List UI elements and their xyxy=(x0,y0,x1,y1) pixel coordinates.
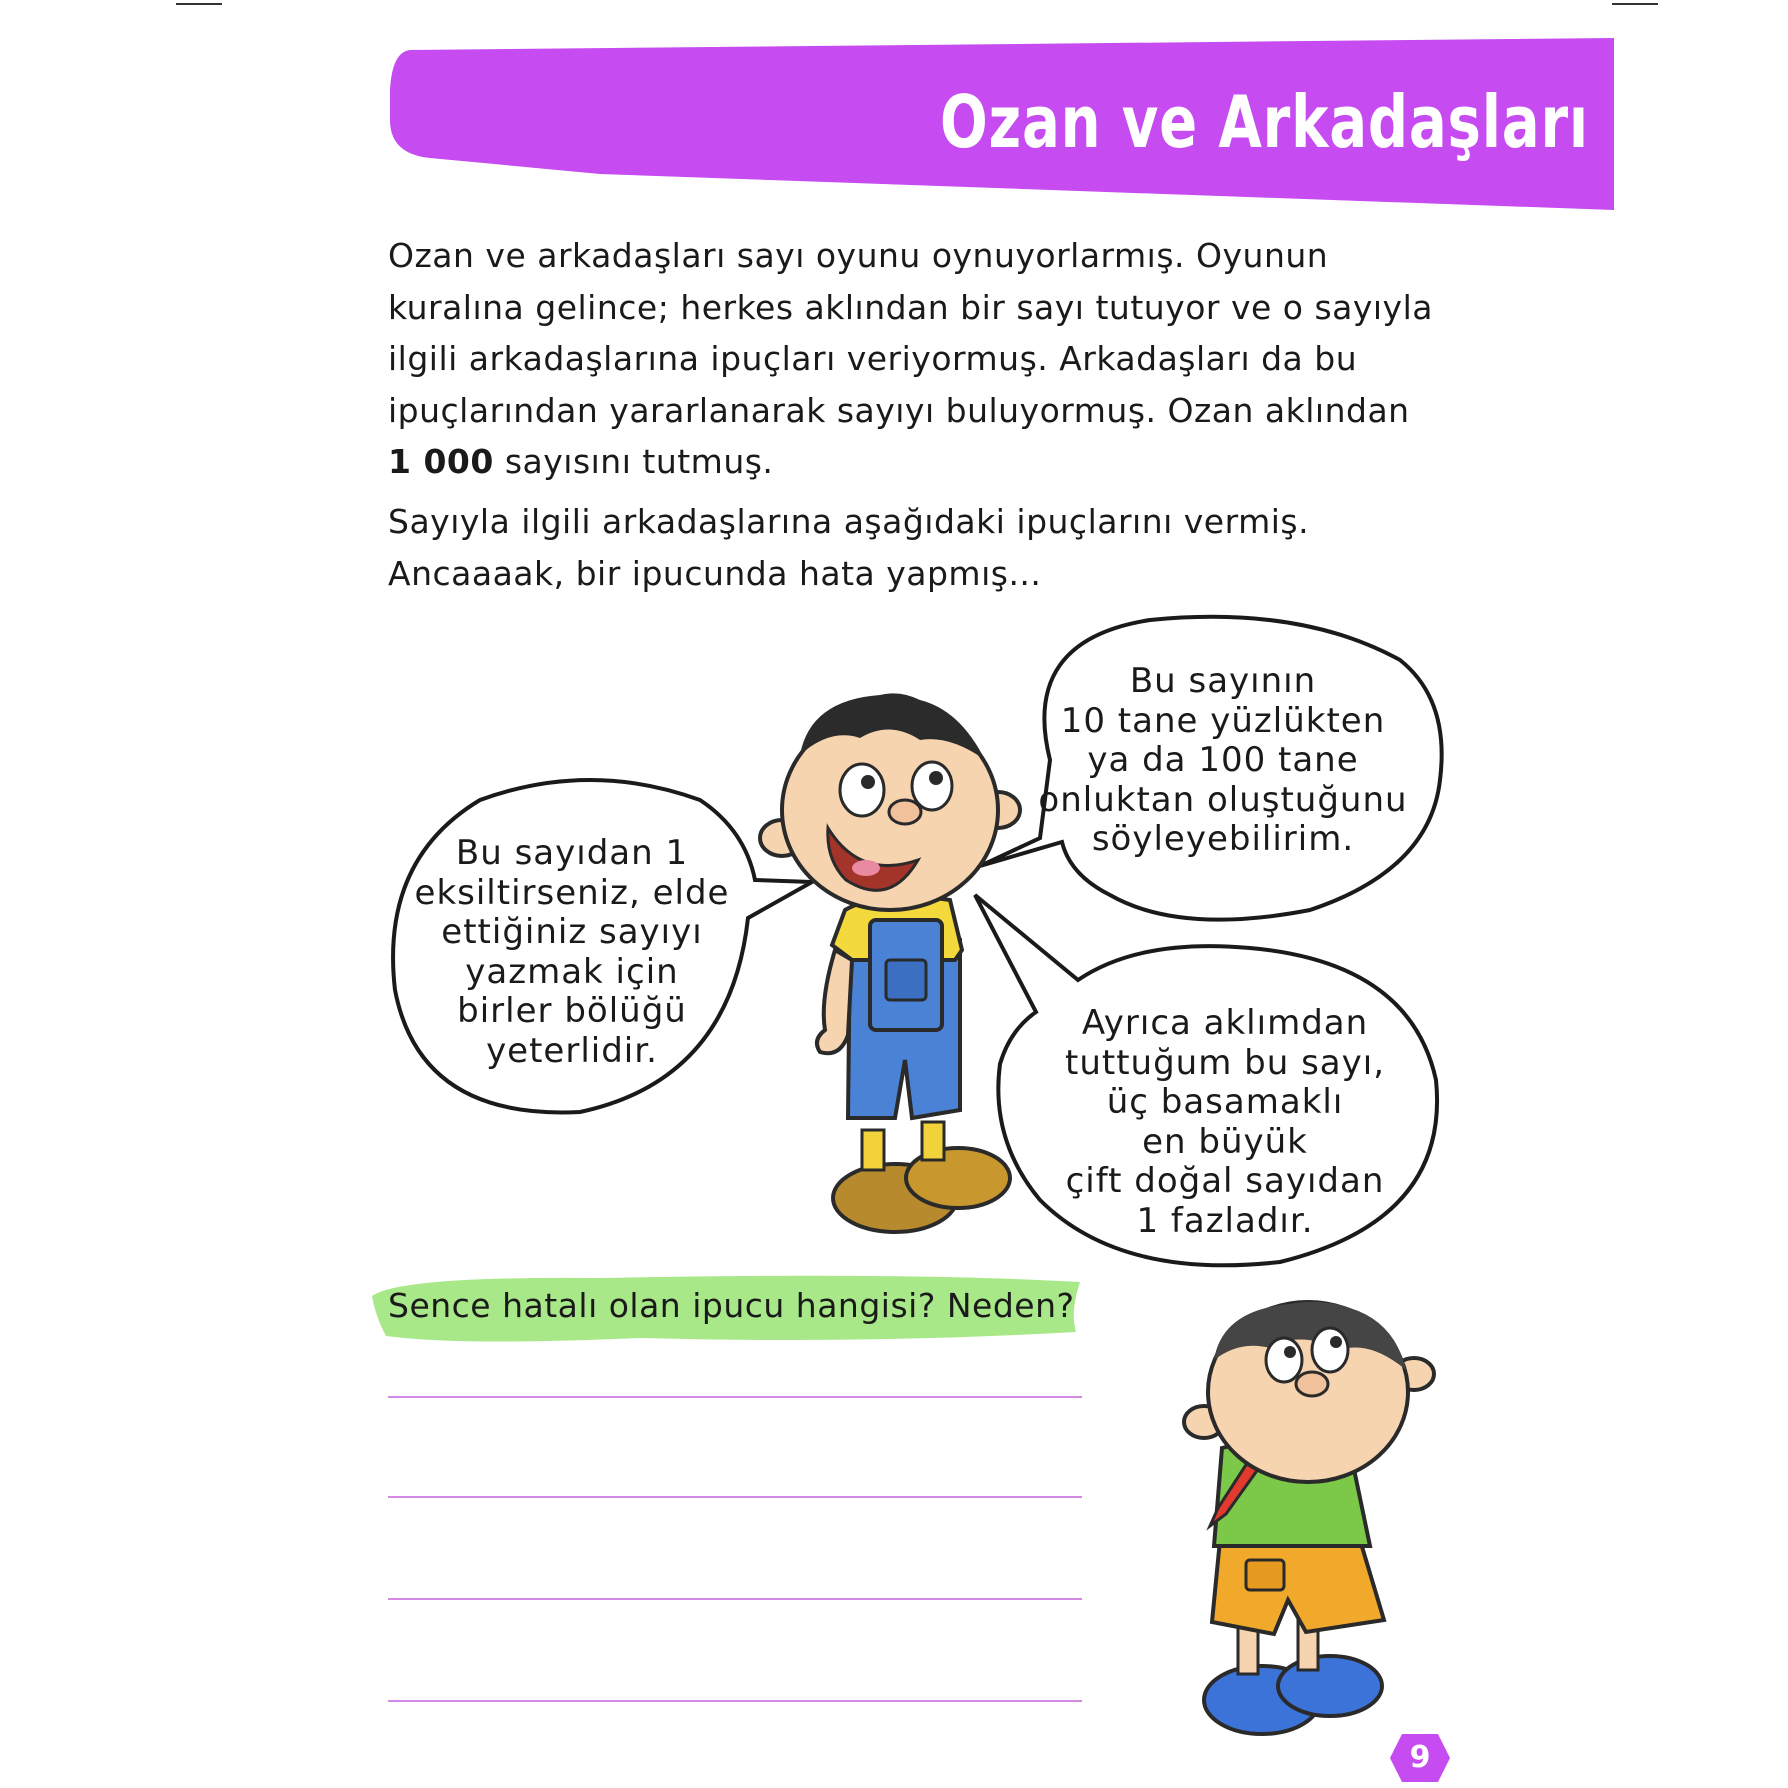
page-number: 9 xyxy=(1409,1740,1431,1775)
bubble-bottom-right-text xyxy=(1030,1004,1420,1241)
clue-intro-line-1: Sayıyla ilgili arkadaşlarına aşağıdaki ipuçlarını vermiş. xyxy=(388,502,1310,541)
bubble-bottom-right-line-5: çift doğal sayıdan xyxy=(1065,1161,1385,1201)
bubble-left-line-3: ettiğiniz sayıyı xyxy=(441,912,703,952)
bubble-top-right-line-1: Bu sayının xyxy=(1129,661,1317,701)
intro-line-5-rest: sayısını tutmuş. xyxy=(493,442,774,481)
bubble-top-right-line-2: 10 tane yüzlükten xyxy=(1060,700,1386,741)
bubble-left-line-6: yeterlidir. xyxy=(486,1030,658,1071)
bubble-bottom-right-line-4: en büyük xyxy=(1142,1121,1308,1162)
bubble-bottom-right-line-1: Ayrıca aklımdan xyxy=(1081,1003,1369,1043)
bubble-left-line-2: eksiltirseniz, elde xyxy=(414,872,730,913)
intro-line-3: ilgili arkadaşlarına ipuçları veriyormuş. Arkadaşları da bu xyxy=(388,339,1358,378)
bubble-bottom-right-line-6: 1 fazladır. xyxy=(1136,1200,1314,1241)
intro-line-1: Ozan ve arkadaşları sayı oyunu oynuyorlarmış. Oyunun xyxy=(388,236,1329,275)
bubble-left-line-5: birler bölüğü xyxy=(457,991,687,1031)
answer-line-3[interactable] xyxy=(388,1598,1082,1600)
answer-line-1[interactable] xyxy=(388,1396,1082,1398)
bubble-bottom-right-line-3: üç basamaklı xyxy=(1106,1082,1344,1122)
bubble-top-right-line-5: söyleyebilirim. xyxy=(1091,819,1355,859)
bubble-top-right-text xyxy=(1018,662,1428,860)
answer-line-4[interactable] xyxy=(388,1700,1082,1702)
bubble-left-line-4: yazmak için xyxy=(465,951,679,992)
bubble-bottom-right-line-2: tuttuğum bu sayı, xyxy=(1064,1042,1385,1083)
answer-line-2[interactable] xyxy=(388,1496,1082,1498)
bubble-top-right-line-3: ya da 100 tane xyxy=(1087,740,1359,780)
bubble-left-text xyxy=(398,834,746,1071)
page-title: Ozan ve Arkadaşları xyxy=(940,80,1589,164)
bubble-left-line-1: Bu sayıdan 1 xyxy=(455,833,689,873)
clue-intro-line-2: Ancaaaak, bir ipucunda hata yapmış... xyxy=(388,553,1042,593)
target-number: 1 000 xyxy=(388,442,494,481)
thinking-boy-illustration xyxy=(1184,1302,1434,1734)
page-number-badge xyxy=(1388,1732,1452,1784)
intro-line-2: kuralına gelince; herkes aklından bir sayı tutuyor ve o sayıyla xyxy=(388,287,1433,327)
bubble-top-right-line-4: onluktan oluştuğunu xyxy=(1038,779,1408,820)
ozan-illustration xyxy=(760,693,1020,1232)
question-prompt: Sence hatalı olan ipucu hangisi? Neden? xyxy=(388,1286,1075,1325)
intro-line-4: ipuçlarından yararlanarak sayıyı buluyormuş. Ozan aklından xyxy=(388,390,1410,430)
